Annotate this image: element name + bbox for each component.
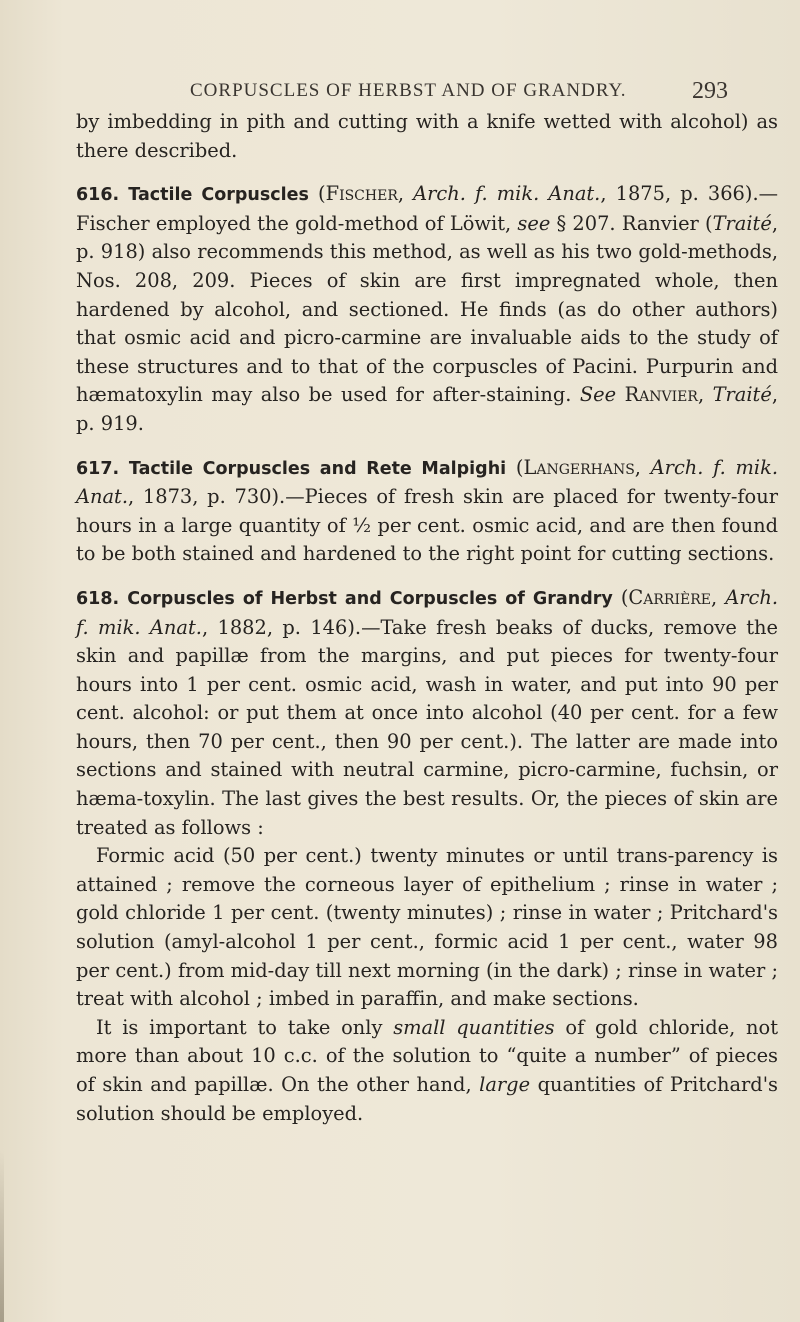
page-edge-shadow: [0, 1150, 4, 1322]
section-618: [76, 584, 778, 842]
section-617: [76, 454, 778, 569]
author-name: Langerhans: [523, 455, 635, 479]
section-text: , 1882, p. 146).—Take fresh beaks of ducks, remove the skin and papillæ from the margins, and put pieces for twenty-four hours into 1 per cent. osmic acid, wash in water, and put into 90 per cent. alcohol: or put them at once into alcohol (40 per cent. for a few hours, then 70 per cent., then 90 per cent.). The latter are made into sections and stained with neutral carmine, picro-carmine, fuchsin, or hæma-toxylin. The last gives the best results. Or, the pieces of skin are treated as follows :: [76, 615, 778, 839]
journal-title: Arch. f. mik. Anat.: [76, 585, 779, 639]
running-head: CORPUSCLES OF HERBST AND OF GRANDRY.: [190, 80, 627, 101]
ref-open: (: [612, 585, 629, 609]
section-number: 616.: [76, 185, 120, 206]
continued-text: by imbedding in pith and cutting with a knife wetted with alcohol) as there described.: [76, 110, 778, 162]
section-text: , 1873, p. 730).—Pieces of fresh skin are placed for twenty-four hours in a large quantity of ½ per cent. osmic acid, and are then found to be both stained and hardened to the right point for cutting sections.: [76, 485, 778, 566]
emphasis-small: small quantities: [393, 1015, 555, 1039]
emphasis-large: large: [479, 1073, 531, 1096]
author-name: Fischer: [325, 182, 398, 206]
journal-title: Arch. f. mik. Anat.: [76, 455, 779, 509]
section-618-note: [76, 1014, 778, 1128]
section-number: 617.: [76, 458, 120, 479]
see-reference: See: [579, 383, 617, 407]
page-number: 293: [692, 78, 728, 104]
journal-title: Arch. f. mik. Anat.: [413, 182, 601, 206]
section-text: § 207. Ranvier (: [550, 211, 713, 235]
continued-paragraph: [76, 108, 778, 165]
work-title: Traité: [712, 211, 772, 235]
ref-open: (: [308, 182, 326, 206]
work-title: Traité: [712, 383, 772, 407]
section-heading: Tactile Corpuscles: [128, 185, 309, 206]
section-heading: Corpuscles of Herbst and Corpuscles of Grandry: [127, 588, 613, 609]
ref-separator: ,: [710, 585, 726, 609]
section-618-procedure: Formic acid (50 per cent.) twenty minutes or until trans-parency is attained ; remove the corneous layer of epithelium ; rinse in water ; gold chloride 1 per cent. (twenty minutes) ; rinse in water ; Pritchard's solution (amyl-alcohol 1 per cent., formic acid 1 per cent., water 98 per cent.) from mid-day till next morning (in the dark) ; rinse in water ; treat with alcohol ; imbed in paraffin, and make sections.: [76, 844, 778, 1011]
section-number: 618.: [76, 588, 120, 609]
ref-open: (: [506, 455, 524, 479]
section-616: [76, 180, 778, 438]
author-name: Ranvier: [624, 383, 698, 407]
section-text: , p. 918) also recommends this method, as well as his two gold-methods, Nos. 208, 209. Pieces of skin are first impregnated whole, then hardened by alcohol, and sectioned. He finds (as do other authors) that osmic acid and picro-carmine are invaluable aids to the study of these structures and to that of the corpuscles of Pacini. Purpurin and hæmatoxylin may also be used for after-staining.: [76, 211, 778, 407]
section-heading: Tactile Corpuscles and Rete Malpighi: [128, 458, 507, 479]
ref-separator: ,: [397, 182, 414, 206]
author-name: Carrière: [628, 585, 711, 609]
ref-separator: ,: [697, 383, 713, 407]
ref-separator: ,: [634, 455, 651, 479]
note-text: of gold chloride, not more than about 10 c.c. of the solution to “quite a number” of pieces of skin and papillæ. On the other hand,: [76, 1015, 778, 1096]
space: [616, 383, 624, 406]
note-text: It is important to take only: [96, 1015, 394, 1039]
page-body: [76, 108, 778, 1128]
section-text: , 1875, p. 366).—Fischer employed the gold-method of Löwit,: [76, 182, 779, 235]
section-text: , p. 919.: [76, 383, 778, 435]
note-text: quantities of Pritchard's solution should be employed.: [76, 1073, 778, 1125]
see-reference: see: [517, 211, 551, 235]
